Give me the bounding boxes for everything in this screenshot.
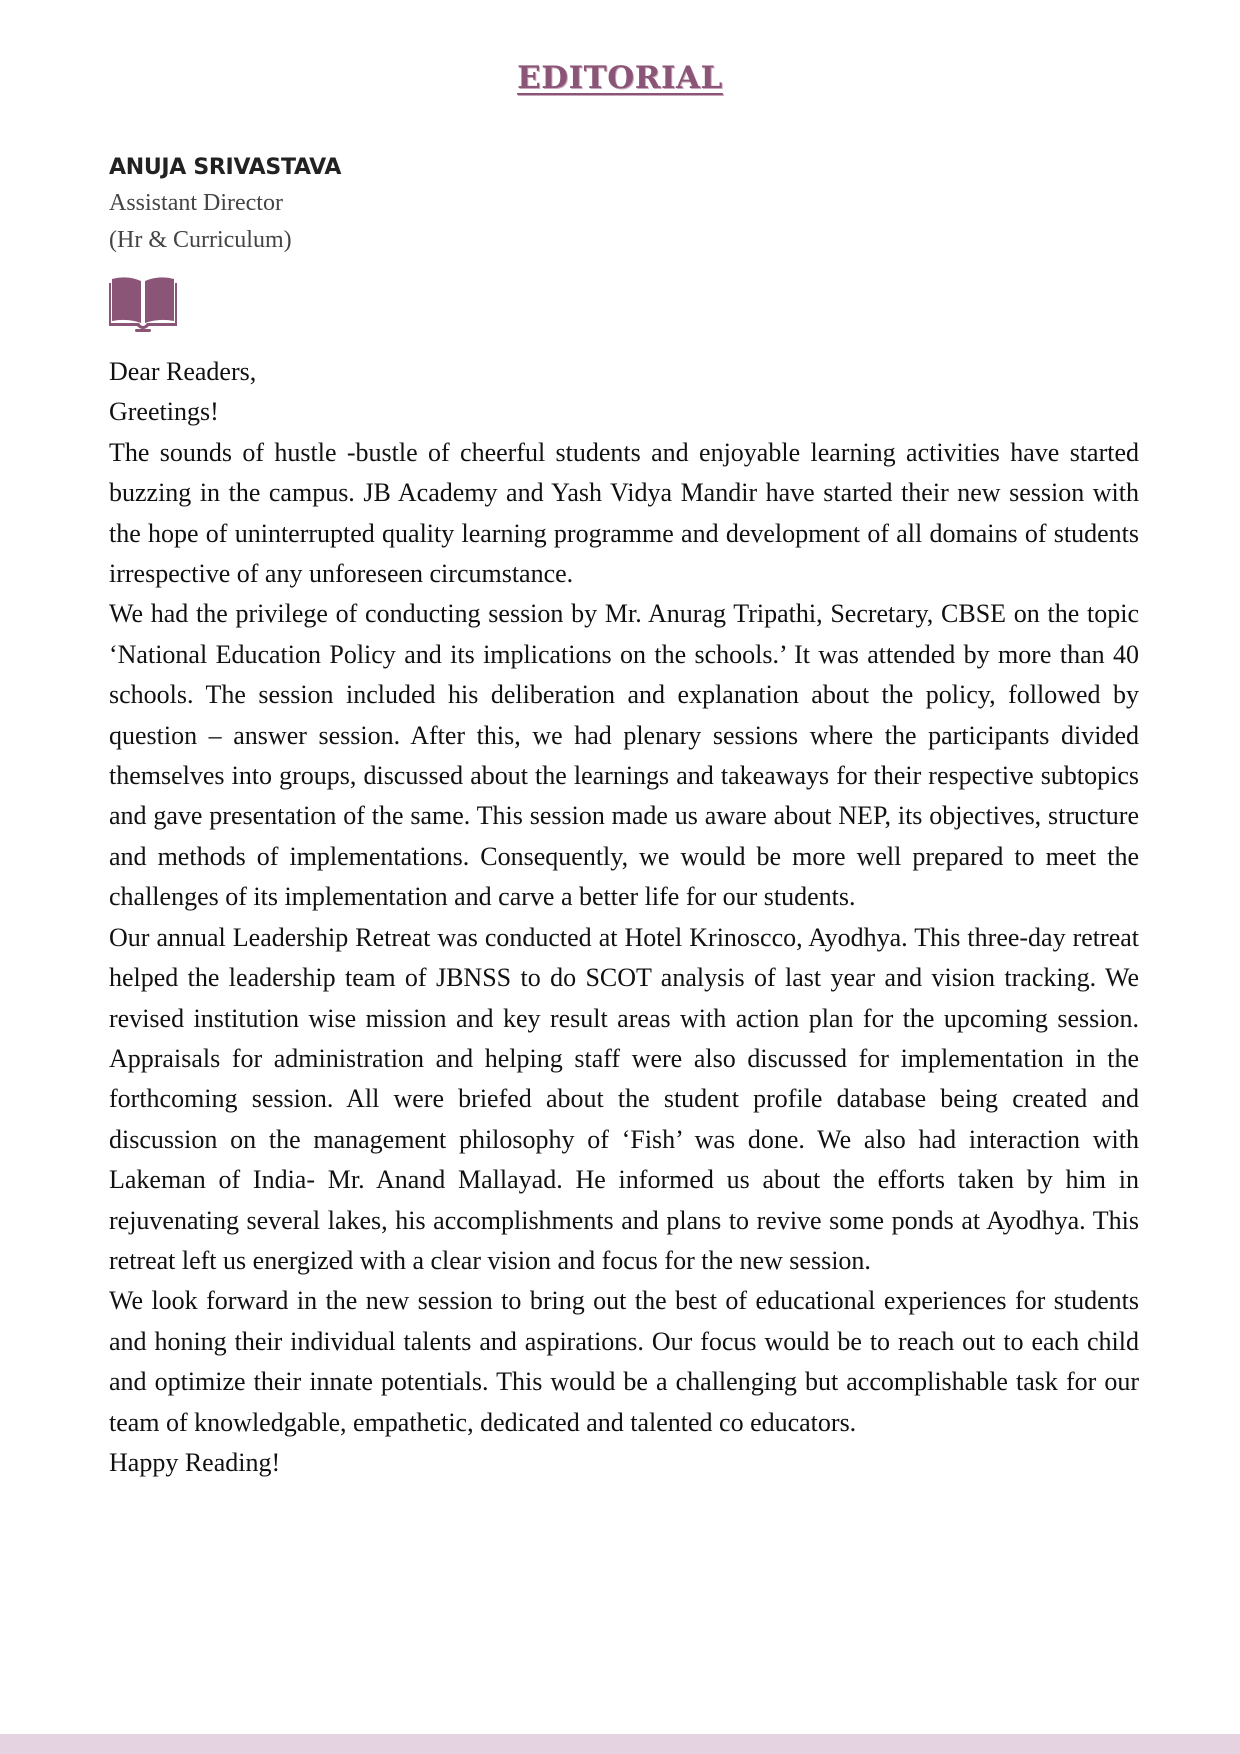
- closing-line: Happy Reading!: [109, 1447, 281, 1477]
- editorial-body: [109, 352, 1139, 1483]
- paragraph-looking-forward: We look forward in the new session to bring out the best of educational experiences for students and honing their individual talents and aspirations. Our focus would be to reach out to each child and optimize their innate potentials. This would be a challenging but accomplishable task for our team of knowledgable, empathetic, dedicated and talented co educators.: [109, 1286, 1139, 1437]
- paragraph-leadership-retreat: Our annual Leadership Retreat was conducted at Hotel Krinoscco, Ayodhya. This three-day retreat helped the leadership team of JBNSS to do SCOT analysis of last year and vision tracking. We revised institution wise mission and key result areas with action plan for the upcoming session. Appraisals for administration and helping staff were also discussed for implementation in the forthcoming session. All were briefed about the student profile database being created and discussion on the management philosophy of ‘Fish’ was done. We also had interaction with Lakeman of India- Mr. Anand Mallayad. He informed us about the efforts taken by him in rejuvenating several lakes, his accomplishments and plans to revive some ponds at Ayodhya. This retreat left us energized with a clear vision and focus for the new session.: [109, 922, 1139, 1275]
- salutation: Dear Readers,: [109, 357, 257, 386]
- author-name: ANUJA SRIVASTAVA: [109, 155, 342, 180]
- page-title: EDITORIAL: [517, 60, 723, 96]
- paragraph-nep-session: We had the privilege of conducting session by Mr. Anurag Tripathi, Secretary, CBSE on the topic ‘National Education Policy and its implications on the schools.’ It was attended by more than 40 schools. The session included his deliberation and explanation about the policy, followed by question – answer session. After this, we had plenary sessions where the participants divided themselves into groups, discussed about the learnings and takeaways for their respective subtopics and gave presentation of the same. This session made us aware about NEP, its objectives, structure and methods of implementations. Consequently, we would be more well prepared to meet the challenges of its implementation and carve a better life for our students.: [109, 599, 1139, 912]
- greeting: Greetings!: [109, 397, 219, 427]
- footer-band: [0, 1734, 1240, 1754]
- open-book-icon: [109, 273, 177, 333]
- author-department: (Hr & Curriculum): [109, 227, 292, 253]
- author-role: Assistant Director: [109, 190, 283, 216]
- paragraph-session-start: The sounds of hustle -bustle of cheerful students and enjoyable learning activities have started buzzing in the campus. JB Academy and Yash Vidya Mandir have started their new session with the hope of uninterrupted quality learning programme and development of all domains of students irrespective of any unforeseen circumstance.: [109, 437, 1139, 589]
